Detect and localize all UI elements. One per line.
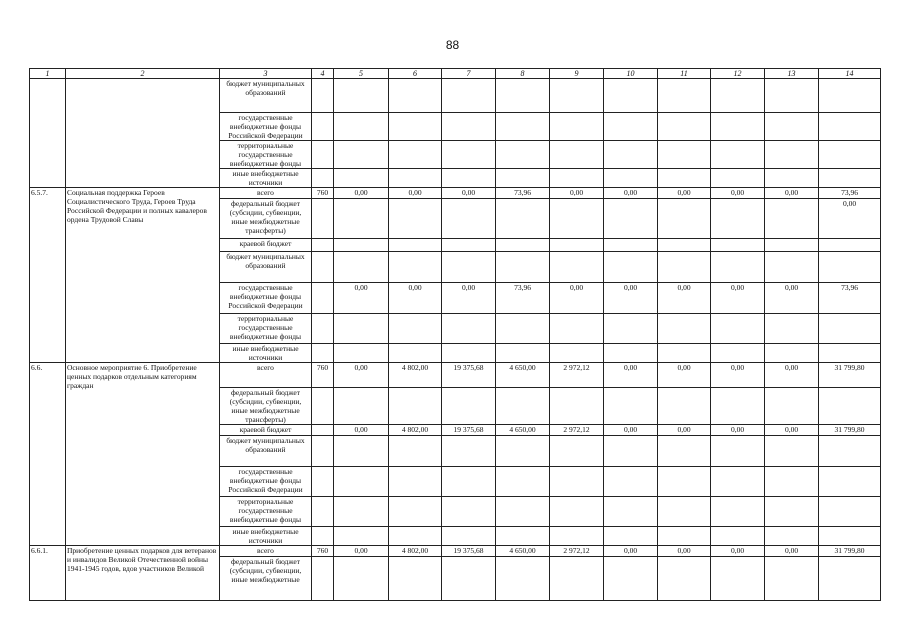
value-cell-col11	[658, 388, 711, 425]
value-cell-col8	[496, 388, 550, 425]
value-cell-col9: 2 972,12	[550, 363, 604, 388]
value-cell-col7: 19 375,68	[442, 546, 496, 557]
value-cell-col13	[765, 199, 819, 239]
value-cell-col5	[334, 527, 389, 546]
value-cell-col7: 0,00	[442, 283, 496, 314]
value-cell-col10: 0,00	[604, 546, 658, 557]
row-name: Социальная поддержка Героев Социалистического Труда, Героев Труда Российской Федерации и полных кавалеров ордена Трудовой Славы	[66, 188, 220, 363]
value-cell-col13: 0,00	[765, 425, 819, 436]
value-cell-col6	[389, 557, 442, 601]
value-cell-col10	[604, 199, 658, 239]
value-cell-col6	[389, 527, 442, 546]
value-cell-col7	[442, 467, 496, 497]
value-cell-col6: 0,00	[389, 283, 442, 314]
value-cell-col11: 0,00	[658, 425, 711, 436]
value-cell-col6	[389, 344, 442, 363]
table-row	[30, 79, 881, 113]
value-cell-col10: 0,00	[604, 188, 658, 199]
value-cell-col9	[550, 199, 604, 239]
grbs-code	[312, 497, 334, 527]
value-cell-col5	[334, 557, 389, 601]
value-cell-col9	[550, 436, 604, 467]
value-cell-col7	[442, 344, 496, 363]
value-cell-col6	[389, 252, 442, 283]
value-cell-col7: 19 375,68	[442, 425, 496, 436]
value-cell-col13	[765, 239, 819, 252]
value-cell-col12	[711, 113, 765, 141]
value-cell-col9	[550, 557, 604, 601]
value-cell-col7	[442, 557, 496, 601]
value-cell-col12	[711, 388, 765, 425]
funding-source: федеральный бюджет (субсидии, субвенции, иные межбюджетные	[220, 557, 312, 601]
grbs-code	[312, 557, 334, 601]
value-cell-col14	[819, 113, 881, 141]
value-cell-col8: 4 650,00	[496, 363, 550, 388]
value-cell-col9	[550, 467, 604, 497]
grbs-code	[312, 79, 334, 113]
value-cell-col5	[334, 497, 389, 527]
value-cell-col9	[550, 141, 604, 169]
funding-source: краевой бюджет	[220, 425, 312, 436]
value-cell-col12	[711, 467, 765, 497]
value-cell-col13	[765, 467, 819, 497]
value-cell-col13	[765, 141, 819, 169]
value-cell-col8	[496, 199, 550, 239]
grbs-code	[312, 436, 334, 467]
value-cell-col14: 31 799,80	[819, 546, 881, 557]
value-cell-col11: 0,00	[658, 283, 711, 314]
value-cell-col8: 4 650,00	[496, 546, 550, 557]
value-cell-col9: 0,00	[550, 283, 604, 314]
value-cell-col7	[442, 113, 496, 141]
value-cell-col14	[819, 388, 881, 425]
value-cell-col7	[442, 239, 496, 252]
value-cell-col13	[765, 527, 819, 546]
funding-source: бюджет муниципальных образований	[220, 252, 312, 283]
grbs-code	[312, 344, 334, 363]
value-cell-col11	[658, 79, 711, 113]
value-cell-col11	[658, 252, 711, 283]
row-name	[66, 79, 220, 188]
column-number-4: 4	[312, 69, 334, 79]
value-cell-col9	[550, 527, 604, 546]
value-cell-col13	[765, 436, 819, 467]
value-cell-col12	[711, 239, 765, 252]
value-cell-col11	[658, 344, 711, 363]
page-number: 88	[445, 38, 460, 52]
value-cell-col9	[550, 497, 604, 527]
value-cell-col14	[819, 467, 881, 497]
column-number-2: 2	[66, 69, 220, 79]
value-cell-col9	[550, 314, 604, 344]
value-cell-col6	[389, 314, 442, 344]
grbs-code: 760	[312, 363, 334, 388]
value-cell-col6	[389, 388, 442, 425]
value-cell-col8	[496, 252, 550, 283]
value-cell-col7	[442, 141, 496, 169]
value-cell-col11	[658, 169, 711, 188]
value-cell-col14: 0,00	[819, 199, 881, 239]
value-cell-col5	[334, 79, 389, 113]
value-cell-col13	[765, 79, 819, 113]
value-cell-col11	[658, 436, 711, 467]
value-cell-col10	[604, 467, 658, 497]
value-cell-col10	[604, 344, 658, 363]
grbs-code	[312, 388, 334, 425]
value-cell-col12	[711, 527, 765, 546]
value-cell-col10	[604, 79, 658, 113]
value-cell-col5	[334, 344, 389, 363]
value-cell-col9: 0,00	[550, 188, 604, 199]
funding-source: бюджет муниципальных образований	[220, 79, 312, 113]
value-cell-col13: 0,00	[765, 188, 819, 199]
value-cell-col12	[711, 169, 765, 188]
funding-source: всего	[220, 546, 312, 557]
value-cell-col14	[819, 436, 881, 467]
value-cell-col13	[765, 344, 819, 363]
value-cell-col14: 73,96	[819, 188, 881, 199]
value-cell-col8: 4 650,00	[496, 425, 550, 436]
budget-table	[29, 68, 881, 601]
grbs-code	[312, 239, 334, 252]
value-cell-col12: 0,00	[711, 188, 765, 199]
value-cell-col8	[496, 497, 550, 527]
value-cell-col10	[604, 314, 658, 344]
grbs-code	[312, 141, 334, 169]
value-cell-col13: 0,00	[765, 363, 819, 388]
funding-source: иные внебюджетные источники	[220, 344, 312, 363]
value-cell-col6	[389, 497, 442, 527]
value-cell-col12	[711, 314, 765, 344]
value-cell-col9	[550, 169, 604, 188]
value-cell-col9: 2 972,12	[550, 425, 604, 436]
value-cell-col13	[765, 252, 819, 283]
funding-source: бюджет муниципальных образований	[220, 436, 312, 467]
value-cell-col14: 31 799,80	[819, 425, 881, 436]
value-cell-col10	[604, 169, 658, 188]
funding-source: федеральный бюджет (субсидии, субвенции, иные межбюджетные трансферты)	[220, 388, 312, 425]
table-row	[30, 363, 881, 388]
value-cell-col9	[550, 239, 604, 252]
value-cell-col14	[819, 239, 881, 252]
value-cell-col6	[389, 141, 442, 169]
value-cell-col11	[658, 141, 711, 169]
value-cell-col12	[711, 497, 765, 527]
value-cell-col8	[496, 527, 550, 546]
value-cell-col10	[604, 436, 658, 467]
value-cell-col6: 4 802,00	[389, 363, 442, 388]
grbs-code: 760	[312, 546, 334, 557]
column-number-3: 3	[220, 69, 312, 79]
value-cell-col12	[711, 557, 765, 601]
table-row	[30, 546, 881, 557]
value-cell-col14	[819, 79, 881, 113]
funding-source: государственные внебюджетные фонды Российской Федерации	[220, 283, 312, 314]
value-cell-col8	[496, 314, 550, 344]
value-cell-col14: 31 799,80	[819, 363, 881, 388]
value-cell-col14	[819, 141, 881, 169]
value-cell-col7	[442, 388, 496, 425]
column-number-14: 14	[819, 69, 881, 79]
funding-source: иные внебюджетные источники	[220, 527, 312, 546]
value-cell-col14	[819, 169, 881, 188]
value-cell-col12	[711, 436, 765, 467]
value-cell-col13: 0,00	[765, 546, 819, 557]
value-cell-col12	[711, 79, 765, 113]
value-cell-col10: 0,00	[604, 363, 658, 388]
value-cell-col8	[496, 344, 550, 363]
value-cell-col11	[658, 113, 711, 141]
value-cell-col10	[604, 252, 658, 283]
value-cell-col12: 0,00	[711, 283, 765, 314]
value-cell-col7: 0,00	[442, 188, 496, 199]
value-cell-col13	[765, 169, 819, 188]
value-cell-col14	[819, 557, 881, 601]
value-cell-col13: 0,00	[765, 283, 819, 314]
value-cell-col5: 0,00	[334, 188, 389, 199]
value-cell-col8	[496, 79, 550, 113]
value-cell-col8: 73,96	[496, 188, 550, 199]
value-cell-col11	[658, 557, 711, 601]
value-cell-col6: 4 802,00	[389, 425, 442, 436]
value-cell-col8	[496, 436, 550, 467]
value-cell-col12	[711, 199, 765, 239]
value-cell-col6: 0,00	[389, 188, 442, 199]
grbs-code	[312, 283, 334, 314]
value-cell-col10	[604, 527, 658, 546]
column-number-7: 7	[442, 69, 496, 79]
table-row	[30, 188, 881, 199]
row-name: Приобретение ценных подарков для ветеранов и инвалидов Великой Отечественной войны 1941-1945 годов, вдов участников Великой	[66, 546, 220, 601]
value-cell-col11	[658, 314, 711, 344]
value-cell-col8	[496, 141, 550, 169]
value-cell-col6	[389, 467, 442, 497]
value-cell-col13	[765, 113, 819, 141]
value-cell-col6	[389, 79, 442, 113]
value-cell-col10: 0,00	[604, 425, 658, 436]
value-cell-col7: 19 375,68	[442, 363, 496, 388]
value-cell-col8: 73,96	[496, 283, 550, 314]
value-cell-col12: 0,00	[711, 363, 765, 388]
value-cell-col8	[496, 239, 550, 252]
funding-source: федеральный бюджет (субсидии, субвенции, иные межбюджетные трансферты)	[220, 199, 312, 239]
value-cell-col14	[819, 252, 881, 283]
column-number-13: 13	[765, 69, 819, 79]
value-cell-col13	[765, 314, 819, 344]
funding-source: государственные внебюджетные фонды Российской Федерации	[220, 467, 312, 497]
value-cell-col6	[389, 436, 442, 467]
value-cell-col7	[442, 79, 496, 113]
value-cell-col9	[550, 344, 604, 363]
value-cell-col13	[765, 557, 819, 601]
value-cell-col5	[334, 388, 389, 425]
value-cell-col10	[604, 141, 658, 169]
column-number-12: 12	[711, 69, 765, 79]
column-number-6: 6	[389, 69, 442, 79]
value-cell-col7	[442, 199, 496, 239]
value-cell-col11	[658, 467, 711, 497]
value-cell-col11	[658, 497, 711, 527]
funding-source: краевой бюджет	[220, 239, 312, 252]
value-cell-col10	[604, 113, 658, 141]
value-cell-col14	[819, 527, 881, 546]
value-cell-col6	[389, 199, 442, 239]
value-cell-col5: 0,00	[334, 283, 389, 314]
value-cell-col8	[496, 557, 550, 601]
column-number-1: 1	[30, 69, 66, 79]
value-cell-col10	[604, 239, 658, 252]
value-cell-col10	[604, 388, 658, 425]
value-cell-col7	[442, 527, 496, 546]
value-cell-col8	[496, 467, 550, 497]
grbs-code	[312, 169, 334, 188]
funding-source: иные внебюджетные источники	[220, 169, 312, 188]
row-code	[30, 79, 66, 188]
value-cell-col7	[442, 314, 496, 344]
value-cell-col9	[550, 113, 604, 141]
value-cell-col7	[442, 436, 496, 467]
column-number-8: 8	[496, 69, 550, 79]
value-cell-col9	[550, 252, 604, 283]
value-cell-col10	[604, 497, 658, 527]
value-cell-col9	[550, 388, 604, 425]
value-cell-col12	[711, 344, 765, 363]
value-cell-col6: 4 802,00	[389, 546, 442, 557]
funding-source: всего	[220, 363, 312, 388]
value-cell-col9	[550, 79, 604, 113]
value-cell-col14	[819, 497, 881, 527]
value-cell-col14	[819, 344, 881, 363]
grbs-code	[312, 425, 334, 436]
column-number-header	[30, 69, 881, 79]
value-cell-col10	[604, 557, 658, 601]
funding-source: территориальные государственные внебюджетные фонды	[220, 141, 312, 169]
value-cell-col14: 73,96	[819, 283, 881, 314]
grbs-code	[312, 314, 334, 344]
value-cell-col8	[496, 169, 550, 188]
grbs-code	[312, 252, 334, 283]
value-cell-col5: 0,00	[334, 425, 389, 436]
grbs-code	[312, 113, 334, 141]
column-number-9: 9	[550, 69, 604, 79]
value-cell-col11	[658, 239, 711, 252]
value-cell-col6	[389, 169, 442, 188]
value-cell-col13	[765, 497, 819, 527]
column-number-11: 11	[658, 69, 711, 79]
value-cell-col5	[334, 436, 389, 467]
value-cell-col11: 0,00	[658, 363, 711, 388]
value-cell-col12: 0,00	[711, 425, 765, 436]
value-cell-col7	[442, 497, 496, 527]
value-cell-col7	[442, 169, 496, 188]
value-cell-col5	[334, 113, 389, 141]
value-cell-col12	[711, 141, 765, 169]
funding-source: государственные внебюджетные фонды Российской Федерации	[220, 113, 312, 141]
grbs-code	[312, 467, 334, 497]
value-cell-col11	[658, 527, 711, 546]
value-cell-col5	[334, 467, 389, 497]
value-cell-col5	[334, 169, 389, 188]
value-cell-col8	[496, 113, 550, 141]
grbs-code	[312, 527, 334, 546]
value-cell-col5: 0,00	[334, 363, 389, 388]
value-cell-col6	[389, 113, 442, 141]
value-cell-col5	[334, 199, 389, 239]
funding-source: территориальные государственные внебюджетные фонды	[220, 497, 312, 527]
funding-source: территориальные государственные внебюджетные фонды	[220, 314, 312, 344]
value-cell-col11: 0,00	[658, 546, 711, 557]
value-cell-col5	[334, 314, 389, 344]
value-cell-col5	[334, 252, 389, 283]
value-cell-col6	[389, 239, 442, 252]
value-cell-col11: 0,00	[658, 188, 711, 199]
value-cell-col7	[442, 252, 496, 283]
grbs-code: 760	[312, 188, 334, 199]
row-name: Основное мероприятие 6. Приобретение ценных подарков отдельным категориям граждан	[66, 363, 220, 546]
column-number-5: 5	[334, 69, 389, 79]
value-cell-col5	[334, 239, 389, 252]
column-number-10: 10	[604, 69, 658, 79]
value-cell-col12: 0,00	[711, 546, 765, 557]
value-cell-col14	[819, 314, 881, 344]
value-cell-col12	[711, 252, 765, 283]
row-code: 6.5.7.	[30, 188, 66, 363]
row-code: 6.6.	[30, 363, 66, 546]
row-code: 6.6.1.	[30, 546, 66, 601]
funding-source: всего	[220, 188, 312, 199]
value-cell-col11	[658, 199, 711, 239]
value-cell-col5: 0,00	[334, 546, 389, 557]
value-cell-col9: 2 972,12	[550, 546, 604, 557]
value-cell-col10: 0,00	[604, 283, 658, 314]
value-cell-col13	[765, 388, 819, 425]
grbs-code	[312, 199, 334, 239]
value-cell-col5	[334, 141, 389, 169]
